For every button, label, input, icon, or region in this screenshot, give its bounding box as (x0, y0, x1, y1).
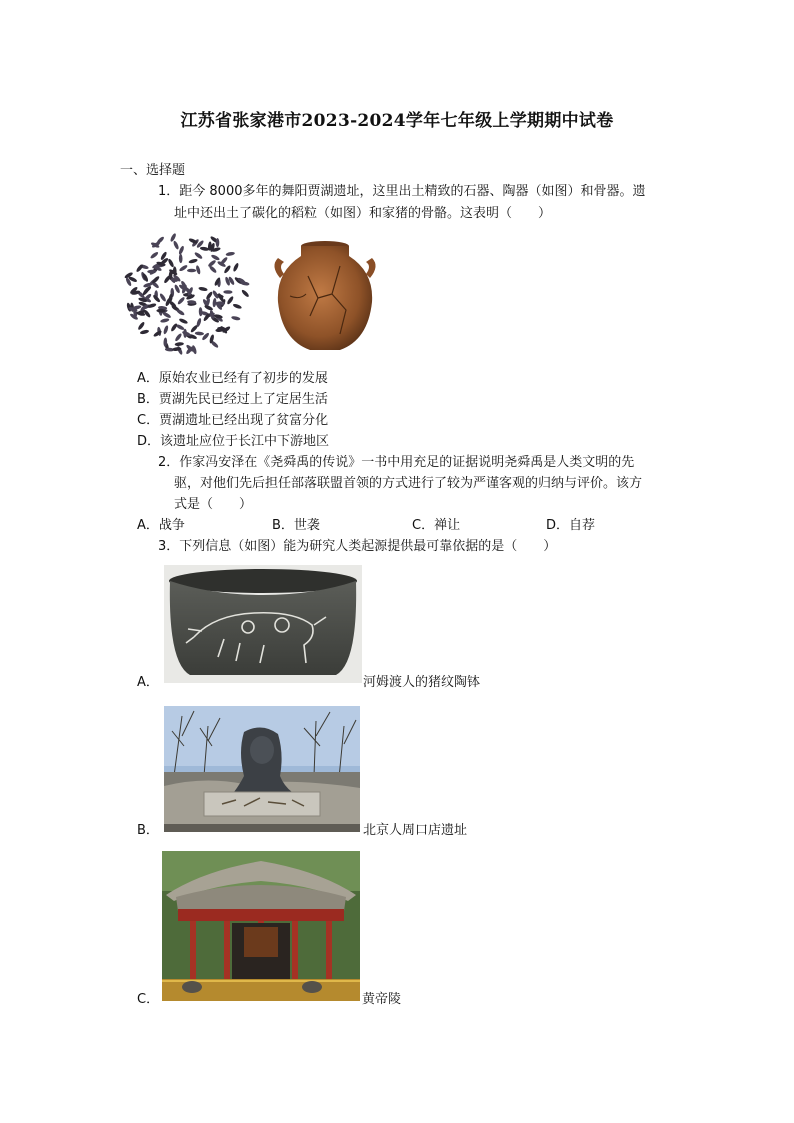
q2-stem-line2: 驱，对他们先后担任部落联盟首领的方式进行了较为严谨客观的归纳与评价。该方 (174, 476, 643, 491)
q1-option-a: A．原始农业已经有了初步的发展 (137, 371, 328, 386)
q2-stem-line1: 2．作家冯安泽在《尧舜禹的传说》一书中用充足的证据说明尧舜禹是人类文明的先 (158, 455, 635, 470)
q1-option-c: C．贾湖遗址已经出现了贫富分化 (137, 413, 329, 428)
q1-option-b: B．贾湖先民已经过上了定居生活 (137, 392, 328, 407)
q3-option-a-letter: A． (137, 675, 159, 690)
q1-stem-line1: 1．距今 8000多年的舞阳贾湖遗址，这里出土精致的石器、陶器（如图）和骨器。遗 (158, 184, 646, 199)
q2-option-b: B．世袭 (272, 518, 320, 533)
pottery-jar-image (270, 236, 380, 354)
zhoukoudian-site-image (164, 706, 360, 832)
q3-option-c-caption: 黄帝陵 (362, 992, 402, 1007)
huangdi-mausoleum-image (162, 851, 360, 1001)
q3-option-b-letter: B． (137, 823, 159, 838)
q3-option-c-letter: C． (137, 992, 160, 1007)
q3-option-b-caption: 北京人周口店遗址 (363, 823, 468, 838)
q2-option-a: A．战争 (137, 518, 185, 533)
pig-pattern-bowl-image (164, 565, 362, 683)
page-title: 江苏省张家港市2023-2024学年七年级上学期期中试卷 (180, 111, 614, 131)
q3-stem: 3．下列信息（如图）能为研究人类起源提供最可靠依据的是（ ） (158, 539, 557, 554)
q1-option-d: D．该遗址应位于长江中下游地区 (137, 434, 330, 449)
q3-option-a-caption: 河姆渡人的猪纹陶钵 (363, 675, 481, 690)
q2-option-c: C．禅让 (412, 518, 461, 533)
carbonized-rice-image (122, 228, 250, 356)
q2-option-d: D．自荐 (546, 518, 596, 533)
section-heading: 一、选择题 (120, 163, 186, 178)
q1-stem-line2: 址中还出土了碳化的稻粒（如图）和家猪的骨骼。这表明（ ） (174, 206, 552, 221)
q2-stem-line3: 式是（ ） (174, 497, 253, 512)
